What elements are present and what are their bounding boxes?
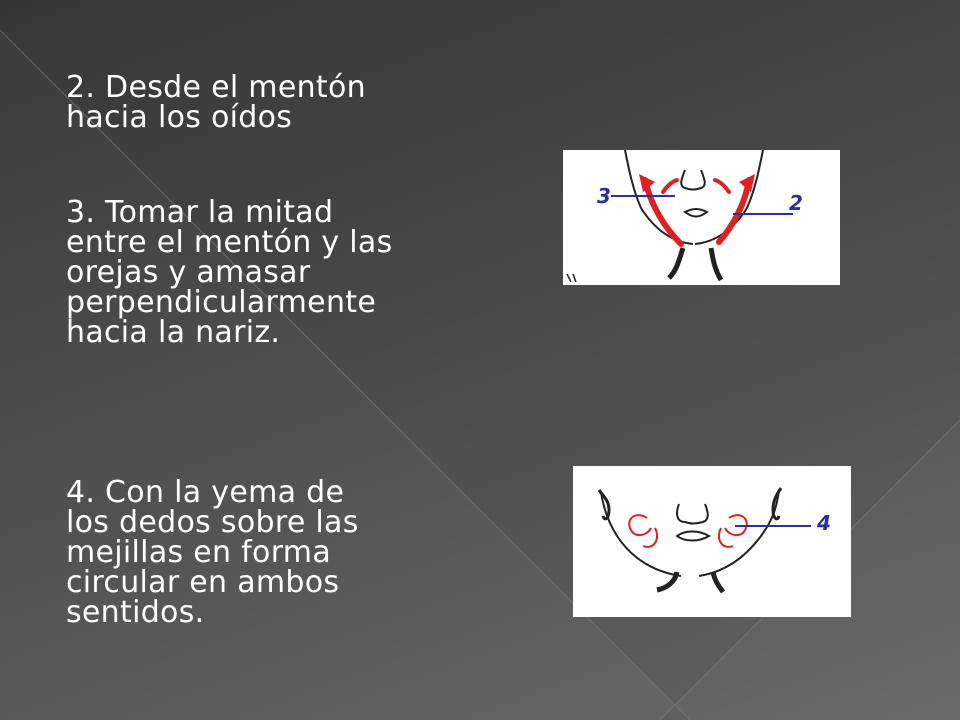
- label-2: 2: [789, 191, 803, 215]
- step-2-text: 2. Desde el mentón hacia los oídos: [66, 70, 366, 135]
- step-4-text: 4. Con la yema de los dedos sobre las mejillas en forma circular en ambos sentidos.: [66, 475, 359, 630]
- chin-to-ears-diagram: [563, 150, 840, 285]
- cheek-circles-diagram: [573, 466, 851, 617]
- face-outline-drawing: [599, 488, 781, 592]
- label-4: 4: [817, 511, 831, 535]
- step-3-text: 3. Tomar la mitad entre el mentón y las orejas y amasar perpendicularmente hacia la nariz.: [66, 195, 393, 350]
- label-3: 3: [597, 184, 611, 208]
